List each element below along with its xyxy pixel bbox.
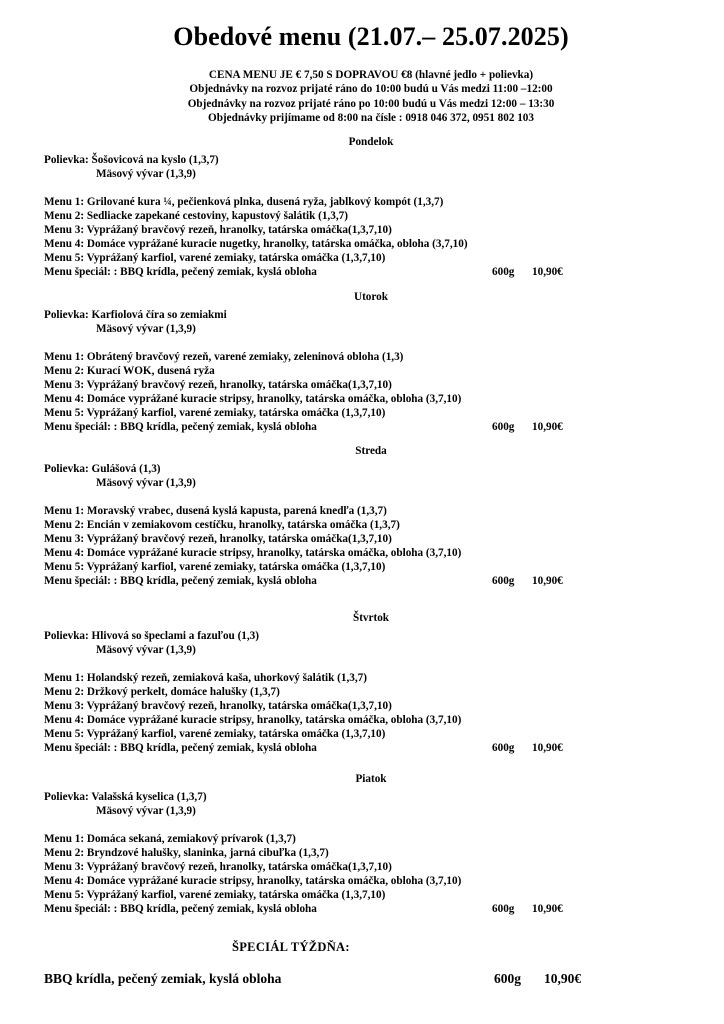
- menu-item-row: Menu 5: Vyprážaný karfiol, varené zemiaky, tatárska omáčka (1,3,7,10): [44, 252, 386, 264]
- menu-item-row: Menu 2: Kurací WOK, dusená ryža: [44, 365, 215, 377]
- menu-special-weight: 600g: [492, 903, 515, 915]
- day-heading: Štvrtok: [352, 612, 390, 624]
- weekly-special-price: 10,90€: [544, 971, 582, 986]
- menu-item-row: Menu 4: Domáce vyprážané kuracie stripsy, hranolky, tatárska omáčka, obloha (3,7,10): [44, 875, 462, 887]
- menu-item-row: Menu 4: Domáce vyprážané kuracie nugetky, hranolky, tatárska omáčka, obloha (3,7,10): [44, 238, 468, 250]
- day-heading: Utorok: [354, 291, 388, 303]
- soup-row: Polievka: Hlivová so špeclami a fazuľou (1,3): [44, 630, 259, 642]
- menu-special-price: 10,90€: [532, 575, 563, 587]
- menu-item-row: Menu 2: Sedliacke zapekané cestoviny, kapustový šalátik (1,3,7): [44, 210, 348, 222]
- menu-special-price: 10,90€: [532, 903, 563, 915]
- soup-row: Polievka: Šošovicová na kyslo (1,3,7): [44, 154, 219, 166]
- soup-row: Polievka: Karfiolová číra so zemiakmi: [44, 309, 227, 321]
- menu-special-price: 10,90€: [532, 742, 563, 754]
- weekly-special-row: [44, 971, 582, 987]
- menu-item-row: Menu 4: Domáce vyprážané kuracie stripsy, hranolky, tatárska omáčka, obloha (3,7,10): [44, 547, 462, 559]
- menu-item-row: Menu 1: Moravský vrabec, dusená kyslá kapusta, parená knedľa (1,3,7): [44, 505, 387, 517]
- menu-item-row: Menu 2: Držkový perkelt, domáce halušky (1,3,7): [44, 686, 280, 698]
- menu-item-row: Menu 4: Domáce vyprážané kuracie stripsy, hranolky, tatárska omáčka, obloha (3,7,10): [44, 714, 462, 726]
- menu-item-row: Menu 5: Vyprážaný karfiol, varené zemiaky, tatárska omáčka (1,3,7,10): [44, 889, 386, 901]
- info-line-delivery-early: Objednávky na rozvoz prijaté ráno do 10:00 budú u Vás medzi 11:00 –12:00: [189, 83, 553, 96]
- day-heading: Streda: [355, 445, 387, 457]
- menu-item-row: Menu 3: Vyprážaný bravčový rezeň, hranolky, tatárska omáčka(1,3,7,10): [44, 224, 392, 236]
- menu-item-row: Menu 5: Vyprážaný karfiol, varené zemiaky, tatárska omáčka (1,3,7,10): [44, 407, 386, 419]
- day-heading: Piatok: [355, 773, 387, 785]
- menu-special-weight: 600g: [492, 575, 515, 587]
- menu-special-price: 10,90€: [532, 266, 563, 278]
- menu-item-row: Menu 3: Vyprážaný bravčový rezeň, hranolky, tatárska omáčka(1,3,7,10): [44, 379, 392, 391]
- menu-item-row: Menu 3: Vyprážaný bravčový rezeň, hranolky, tatárska omáčka(1,3,7,10): [44, 533, 392, 545]
- menu-special-row: [44, 902, 563, 916]
- info-line-phone: Objednávky prijímame od 8:00 na čísle : 0918 046 372, 0951 802 103: [208, 112, 534, 125]
- day-heading: Pondelok: [348, 136, 394, 148]
- soup-row-broth: Mäsový vývar (1,3,9): [96, 477, 196, 489]
- menu-special-text: Menu špeciál: : BBQ krídla, pečený zemiak, kyslá obloha: [44, 266, 317, 278]
- soup-row: Polievka: Gulášová (1,3): [44, 463, 161, 475]
- menu-item-row: Menu 2: Encián v zemiakovom cestíčku, hranolky, tatárska omáčka (1,3,7): [44, 519, 400, 531]
- menu-special-text: Menu špeciál: : BBQ krídla, pečený zemiak, kyslá obloha: [44, 575, 317, 587]
- menu-special-row: [44, 265, 563, 279]
- soup-row-broth: Mäsový vývar (1,3,9): [96, 644, 196, 656]
- menu-special-row: [44, 574, 563, 588]
- menu-special-weight: 600g: [492, 742, 515, 754]
- menu-special-text: Menu špeciál: : BBQ krídla, pečený zemiak, kyslá obloha: [44, 903, 317, 915]
- menu-special-weight: 600g: [492, 266, 515, 278]
- menu-item-row: Menu 4: Domáce vyprážané kuracie stripsy, hranolky, tatárska omáčka, obloha (3,7,10): [44, 393, 462, 405]
- soup-row: Polievka: Valašská kyselica (1,3,7): [44, 791, 207, 803]
- menu-item-row: Menu 3: Vyprážaný bravčový rezeň, hranolky, tatárska omáčka(1,3,7,10): [44, 700, 392, 712]
- menu-item-row: Menu 3: Vyprážaný bravčový rezeň, hranolky, tatárska omáčka(1,3,7,10): [44, 861, 392, 873]
- weekly-special-weight: 600g: [494, 971, 521, 986]
- info-line-delivery-late: Objednávky na rozvoz prijaté ráno po 10:00 budú u Vás medzi 12:00 – 13:30: [187, 97, 555, 110]
- menu-special-text: Menu špeciál: : BBQ krídla, pečený zemiak, kyslá obloha: [44, 421, 317, 433]
- soup-row-broth: Mäsový vývar (1,3,9): [96, 323, 196, 335]
- menu-item-row: Menu 5: Vyprážaný karfiol, varené zemiaky, tatárska omáčka (1,3,7,10): [44, 728, 386, 740]
- menu-special-row: [44, 741, 563, 755]
- weekly-special-text: BBQ krídla, pečený zemiak, kyslá obloha: [44, 971, 282, 986]
- menu-special-text: Menu špeciál: : BBQ krídla, pečený zemiak, kyslá obloha: [44, 742, 317, 754]
- menu-item-row: Menu 5: Vyprážaný karfiol, varené zemiaky, tatárska omáčka (1,3,7,10): [44, 561, 386, 573]
- menu-item-row: Menu 1: Obrátený bravčový rezeň, varené zemiaky, zeleninová obloha (1,3): [44, 351, 404, 363]
- menu-special-row: [44, 420, 563, 434]
- menu-special-weight: 600g: [492, 421, 515, 433]
- page-title: Obedové menu (21.07.– 25.07.2025): [173, 22, 569, 51]
- menu-item-row: Menu 1: Holandský rezeň, zemiaková kaša, uhorkový šalátik (1,3,7): [44, 672, 368, 684]
- menu-item-row: Menu 1: Domáca sekaná, zemiakový prívarok (1,3,7): [44, 833, 296, 845]
- menu-item-row: Menu 1: Grilované kura ¼, pečienková plnka, dusená ryža, jablkový kompót (1,3,7): [44, 196, 444, 208]
- menu-special-price: 10,90€: [532, 421, 563, 433]
- soup-row-broth: Mäsový vývar (1,3,9): [96, 805, 196, 817]
- menu-item-row: Menu 2: Bryndzové halušky, slaninka, jarná cibuľka (1,3,7): [44, 847, 329, 859]
- info-block: [0, 68, 724, 126]
- soup-row-broth: Mäsový vývar (1,3,9): [96, 168, 196, 180]
- info-line-price: CENA MENU JE € 7,50 S DOPRAVOU €8 (hlavné jedlo + polievka): [208, 69, 534, 81]
- weekly-special-heading: ŠPECIÁL TÝŽDŇA:: [232, 940, 350, 954]
